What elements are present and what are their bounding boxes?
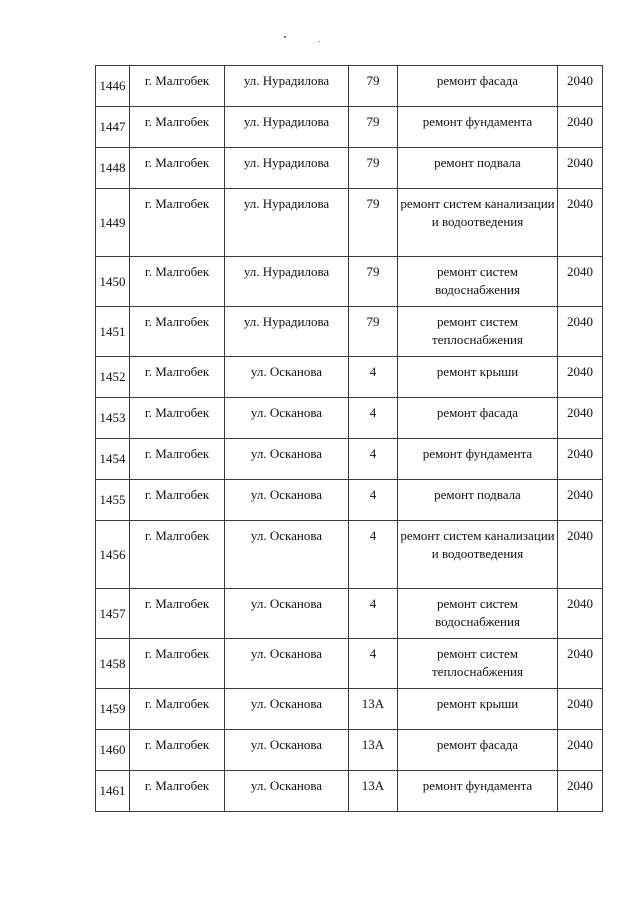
year-cell [558,730,603,771]
house-number: 4 [369,364,377,379]
house-cell [349,257,398,307]
row-number-cell [96,639,130,689]
year-cell [558,439,603,480]
row-number: 1447 [99,119,126,134]
house-number: 4 [369,596,377,611]
planned-year: 2040 [567,73,593,88]
planned-year: 2040 [567,364,593,379]
year-cell [558,589,603,639]
planned-year: 2040 [567,696,593,711]
house-cell [349,148,398,189]
work-type-cell [398,257,558,307]
city: г. Малгобек [144,446,210,461]
work-type-cell [398,730,558,771]
work-type-cell [398,689,558,730]
street: ул. Осканова [250,405,323,420]
table-row [96,357,603,398]
row-number-cell [96,398,130,439]
city-cell [130,148,225,189]
house-number: 79 [366,73,380,88]
table-row [96,107,603,148]
table-row [96,771,603,812]
street-cell [225,307,349,357]
table-row [96,148,603,189]
year-cell [558,639,603,689]
house-cell [349,639,398,689]
street-cell [225,398,349,439]
planned-year: 2040 [567,114,593,129]
year-cell [558,771,603,812]
work-type-cell [398,771,558,812]
work-type: ремонт фасада [436,405,519,420]
house-cell [349,730,398,771]
house-number: 13А [361,696,385,711]
row-number: 1457 [99,605,126,621]
planned-year: 2040 [567,596,593,611]
year-cell [558,307,603,357]
city: г. Малгобек [144,596,210,611]
table-row [96,480,603,521]
table-row [96,398,603,439]
street: ул. Нурадилова [243,264,330,279]
work-type-cell [398,480,558,521]
table-row [96,521,603,589]
city-cell [130,107,225,148]
street: ул. Осканова [250,778,323,793]
row-number: 1458 [99,655,126,671]
row-number-cell [96,357,130,398]
row-number: 1449 [99,214,126,230]
street-cell [225,589,349,639]
work-type-cell [398,398,558,439]
house-cell [349,521,398,589]
work-type-cell [398,107,558,148]
street-cell [225,66,349,107]
row-number-cell [96,107,130,148]
work-type-cell [398,521,558,589]
house-number: 79 [366,314,380,329]
year-cell [558,107,603,148]
house-cell [349,107,398,148]
row-number-cell [96,521,130,589]
table-row [96,639,603,689]
house-cell [349,357,398,398]
house-cell [349,189,398,257]
house-number: 13А [361,737,385,752]
work-type: ремонт систем теплоснабжения [432,314,523,347]
work-type: ремонт фасада [436,73,519,88]
row-number: 1460 [99,742,126,757]
work-type-cell [398,357,558,398]
planned-year: 2040 [567,487,593,502]
row-number-cell [96,307,130,357]
work-type-cell [398,189,558,257]
row-number: 1455 [99,492,126,507]
city: г. Малгобек [144,405,210,420]
year-cell [558,521,603,589]
city: г. Малгобек [144,155,210,170]
planned-year: 2040 [567,196,593,211]
house-number: 79 [366,196,380,211]
street-cell [225,357,349,398]
street-cell [225,439,349,480]
planned-year: 2040 [567,446,593,461]
city-cell [130,189,225,257]
work-type: ремонт систем водоснабжения [435,264,520,297]
city-cell [130,257,225,307]
row-number: 1461 [99,783,126,798]
house-cell [349,307,398,357]
row-number: 1451 [99,323,126,339]
planned-year: 2040 [567,646,593,661]
row-number: 1448 [99,160,126,175]
work-type: ремонт систем теплоснабжения [432,646,523,679]
row-number-cell [96,480,130,521]
city: г. Малгобек [144,364,210,379]
table-row [96,689,603,730]
row-number-cell [96,439,130,480]
street-cell [225,480,349,521]
year-cell [558,480,603,521]
row-number: 1459 [99,701,126,716]
table-row [96,589,603,639]
work-type: ремонт крыши [436,696,519,711]
work-type-cell [398,66,558,107]
street: ул. Осканова [250,487,323,502]
work-type: ремонт подвала [434,155,521,170]
row-number: 1446 [99,78,126,93]
house-cell [349,398,398,439]
city: г. Малгобек [144,528,210,543]
work-type: ремонт подвала [434,487,521,502]
row-number-cell [96,589,130,639]
city-cell [130,480,225,521]
city-cell [130,521,225,589]
city: г. Малгобек [144,114,210,129]
year-cell [558,689,603,730]
planned-year: 2040 [567,405,593,420]
table-row [96,307,603,357]
planned-year: 2040 [567,528,593,543]
city: г. Малгобек [144,737,210,752]
scan-speck [284,36,286,38]
street: ул. Нурадилова [243,314,330,329]
street: ул. Нурадилова [243,114,330,129]
house-number: 79 [366,155,380,170]
planned-year: 2040 [567,155,593,170]
year-cell [558,189,603,257]
table-row [96,66,603,107]
work-type-cell [398,639,558,689]
street: ул. Нурадилова [243,155,330,170]
planned-year: 2040 [567,737,593,752]
city-cell [130,357,225,398]
city: г. Малгобек [144,196,210,211]
city: г. Малгобек [144,778,210,793]
row-number: 1456 [99,546,126,562]
work-type-cell [398,148,558,189]
table-row [96,730,603,771]
city: г. Малгобек [144,264,210,279]
street-cell [225,257,349,307]
row-number-cell [96,189,130,257]
work-type-cell [398,439,558,480]
city-cell [130,771,225,812]
city-cell [130,639,225,689]
city-cell [130,689,225,730]
house-number: 4 [369,405,377,420]
street-cell [225,107,349,148]
row-number-cell [96,771,130,812]
city: г. Малгобек [144,696,210,711]
row-number: 1453 [99,410,126,425]
work-type: ремонт систем водоснабжения [435,596,520,629]
table-body [96,66,603,812]
street: ул. Нурадилова [243,196,330,211]
street: ул. Осканова [250,446,323,461]
house-number: 4 [369,487,377,502]
street-cell [225,730,349,771]
row-number-cell [96,148,130,189]
house-number: 4 [369,446,377,461]
house-number: 79 [366,264,380,279]
street-cell [225,689,349,730]
house-number: 4 [369,528,377,543]
street: ул. Осканова [250,364,323,379]
street-cell [225,639,349,689]
row-number-cell [96,730,130,771]
city: г. Малгобек [144,646,210,661]
row-number: 1452 [99,369,126,384]
city: г. Малгобек [144,314,210,329]
street: ул. Нурадилова [243,73,330,88]
table-row [96,257,603,307]
work-type: ремонт крыши [436,364,519,379]
city: г. Малгобек [144,487,210,502]
work-type: ремонт фундамента [422,778,533,793]
street-cell [225,189,349,257]
house-cell [349,439,398,480]
scan-speck [319,41,320,42]
work-type-cell [398,589,558,639]
table-row [96,189,603,257]
street-cell [225,771,349,812]
work-type: ремонт систем канализации и водоотведения [400,196,555,229]
work-type: ремонт фасада [436,737,519,752]
planned-year: 2040 [567,314,593,329]
work-type: ремонт фундамента [422,446,533,461]
street-cell [225,148,349,189]
work-type: ремонт систем канализации и водоотведения [400,528,555,561]
house-cell [349,480,398,521]
row-number-cell [96,689,130,730]
work-type: ремонт фундамента [422,114,533,129]
street: ул. Осканова [250,528,323,543]
street-cell [225,521,349,589]
repair-schedule-table [95,65,603,812]
street: ул. Осканова [250,596,323,611]
city-cell [130,730,225,771]
year-cell [558,398,603,439]
street: ул. Осканова [250,646,323,661]
city-cell [130,589,225,639]
year-cell [558,357,603,398]
year-cell [558,257,603,307]
house-cell [349,689,398,730]
city-cell [130,439,225,480]
row-number-cell [96,66,130,107]
city-cell [130,398,225,439]
house-cell [349,589,398,639]
city-cell [130,307,225,357]
house-number: 4 [369,646,377,661]
house-number: 79 [366,114,380,129]
house-cell [349,771,398,812]
street: ул. Осканова [250,696,323,711]
house-cell [349,66,398,107]
year-cell [558,66,603,107]
row-number-cell [96,257,130,307]
planned-year: 2040 [567,778,593,793]
year-cell [558,148,603,189]
city-cell [130,66,225,107]
city: г. Малгобек [144,73,210,88]
street: ул. Осканова [250,737,323,752]
house-number: 13А [361,778,385,793]
work-type-cell [398,307,558,357]
row-number: 1450 [99,273,126,289]
row-number: 1454 [99,451,126,466]
table-row [96,439,603,480]
planned-year: 2040 [567,264,593,279]
